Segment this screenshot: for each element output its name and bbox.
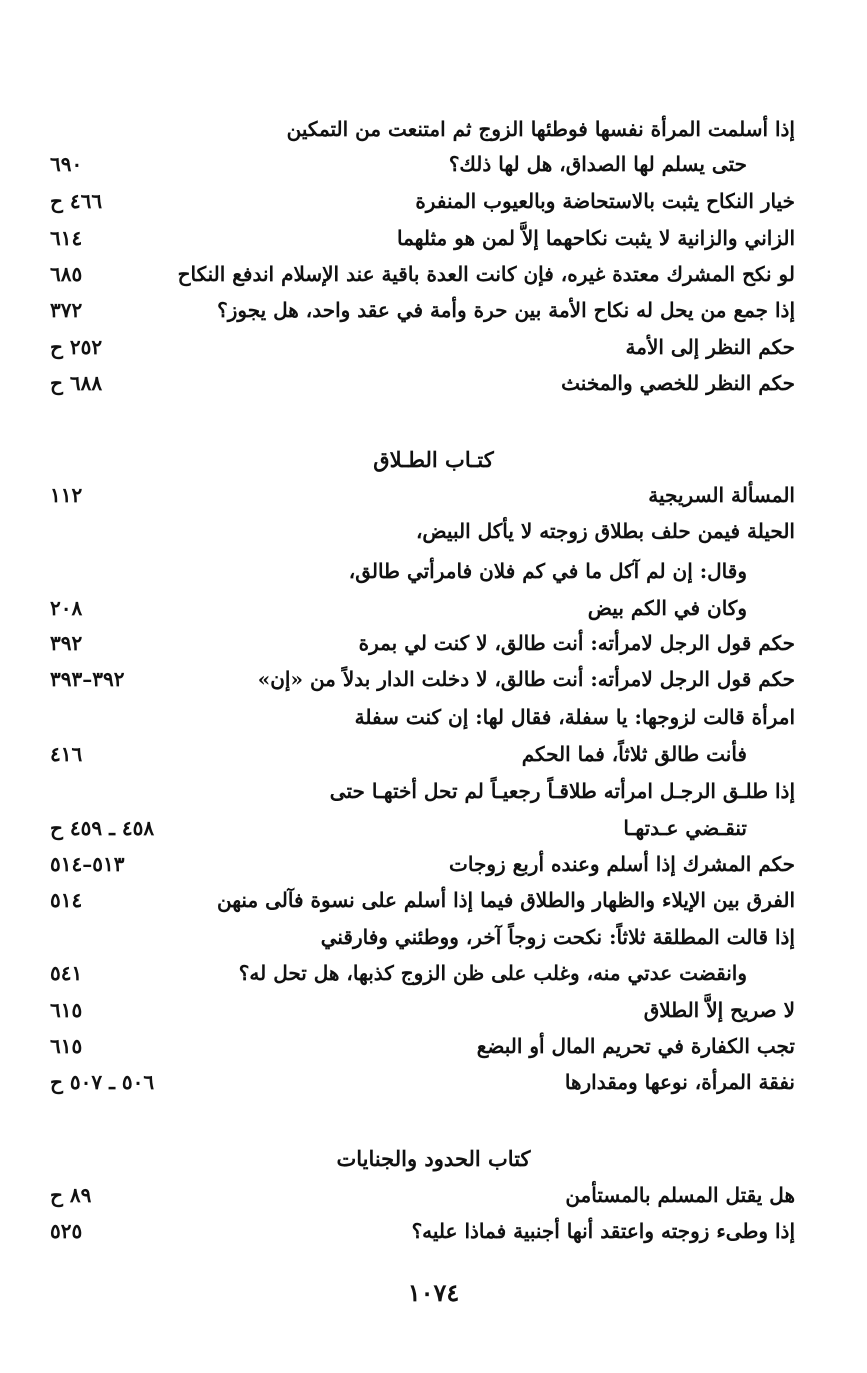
index-entry: حكم قول الرجل لامرأته: أنت طالق، لا كنت لي بمرة — [358, 631, 795, 655]
index-entry: حكم قول الرجل لامرأته: أنت طالق، لا دخلت الدار بدلاً من «إن» — [257, 667, 795, 691]
index-entry: إذا أسلمت المرأة نفسها فوطئها الزوج ثم امتنعت من التمكين — [286, 117, 795, 141]
index-entry: حتى يسلم لها الصداق، هل لها ذلك؟ — [448, 152, 747, 176]
index-entry: هل يقتل المسلم بالمستأمن — [565, 1183, 795, 1207]
section-heading: كتـاب الطـلاق — [373, 447, 494, 472]
index-entry: إذا وطىء زوجته واعتقد أنها أجنبية فماذا عليه؟ — [411, 1219, 795, 1243]
index-entry: فأنت طالق ثلاثاً، فما الحكم — [521, 742, 747, 766]
page-reference: ٥٠٦ ـ ٥٠٧ ح — [50, 1070, 155, 1094]
page-reference: ٦٨٨ ح — [50, 371, 103, 395]
index-entry: حكم المشرك إذا أسلم وعنده أربع زوجات — [449, 852, 795, 876]
index-entry: الحيلة فيمن حلف بطلاق زوجته لا يأكل البيض، — [415, 519, 795, 543]
page-number: ١٠٧٤ — [407, 1278, 460, 1307]
page-reference: ٣٩٢ — [50, 631, 83, 655]
index-entry: المسألة السريجية — [648, 483, 795, 507]
index-entry: تجب الكفارة في تحريم المال أو البضع — [476, 1034, 795, 1058]
index-entry: لا صريح إلاَّ الطلاق — [643, 998, 795, 1022]
page-reference: ٢٠٨ — [50, 596, 83, 620]
page-reference: ٤٦٦ ح — [50, 189, 103, 213]
page-reference: ٦١٤ — [50, 226, 83, 250]
index-entry: امرأة قالت لزوجها: يا سفلة، فقال لها: إن كنت سفلة — [354, 705, 795, 729]
index-entry: لو نكح المشرك معتدة غيره، فإن كانت العدة باقية عند الإسلام اندفع النكاح — [177, 262, 795, 286]
page-reference: ٦٨٥ — [50, 262, 83, 286]
index-entry: إذا قالت المطلقة ثلاثاً: نكحت زوجاً آخر، ووطئني وفارقني — [320, 925, 795, 949]
page-reference: ٥١٣–٥١٤ — [50, 852, 125, 876]
page-reference: ٤٥٨ ـ ٤٥٩ ح — [50, 816, 155, 840]
page-reference: ١١٢ — [50, 483, 83, 507]
page-reference: ٢٥٢ ح — [50, 335, 103, 359]
index-entry: إذا جمع من يحل له نكاح الأمة بين حرة وأمة في عقد واحد، هل يجوز؟ — [217, 298, 795, 322]
page-reference: ٦٩٠ — [50, 152, 83, 176]
index-entry: وكان في الكم بيض — [587, 596, 747, 620]
page-reference: ٣٧٢ — [50, 298, 83, 322]
index-entry: الزاني والزانية لا يثبت نكاحهما إلاَّ لمن هو مثلهما — [397, 226, 795, 250]
index-entry: وانقضت عدتي منه، وغلب على ظن الزوج كذبها، هل تحل له؟ — [238, 961, 747, 985]
index-entry: حكم النظر للخصي والمخنث — [561, 371, 795, 395]
index-entry: تنقـضي عـدتهـا — [623, 816, 747, 840]
page-reference: ٦١٥ — [50, 1034, 83, 1058]
page-reference: ٥٤١ — [50, 961, 83, 985]
page-reference: ٨٩ ح — [50, 1183, 92, 1207]
page-reference: ٥٢٥ — [50, 1219, 83, 1243]
index-entry: حكم النظر إلى الأمة — [625, 335, 795, 359]
page-reference: ٥١٤ — [50, 888, 83, 912]
index-entry: إذا طلـق الرجـل امرأته طلاقـاً رجعيـاً لم تحل أختهـا حتى — [329, 779, 795, 803]
index-entry: الفرق بين الإيلاء والظهار والطلاق فيما إذا أسلم على نسوة فآلى منهن — [216, 888, 795, 912]
page-reference: ٣٩٢–٣٩٣ — [50, 667, 125, 691]
index-entry: خيار النكاح يثبت بالاستحاضة وبالعيوب المنفرة — [415, 189, 795, 213]
index-entry: نفقة المرأة، نوعها ومقدارها — [564, 1070, 795, 1094]
index-entry: وقال: إن لم آكل ما في كم فلان فامرأتي طالق، — [348, 559, 747, 583]
section-heading: كتاب الحدود والجنايات — [336, 1146, 531, 1171]
page-reference: ٤١٦ — [50, 742, 83, 766]
page-reference: ٦١٥ — [50, 998, 83, 1022]
